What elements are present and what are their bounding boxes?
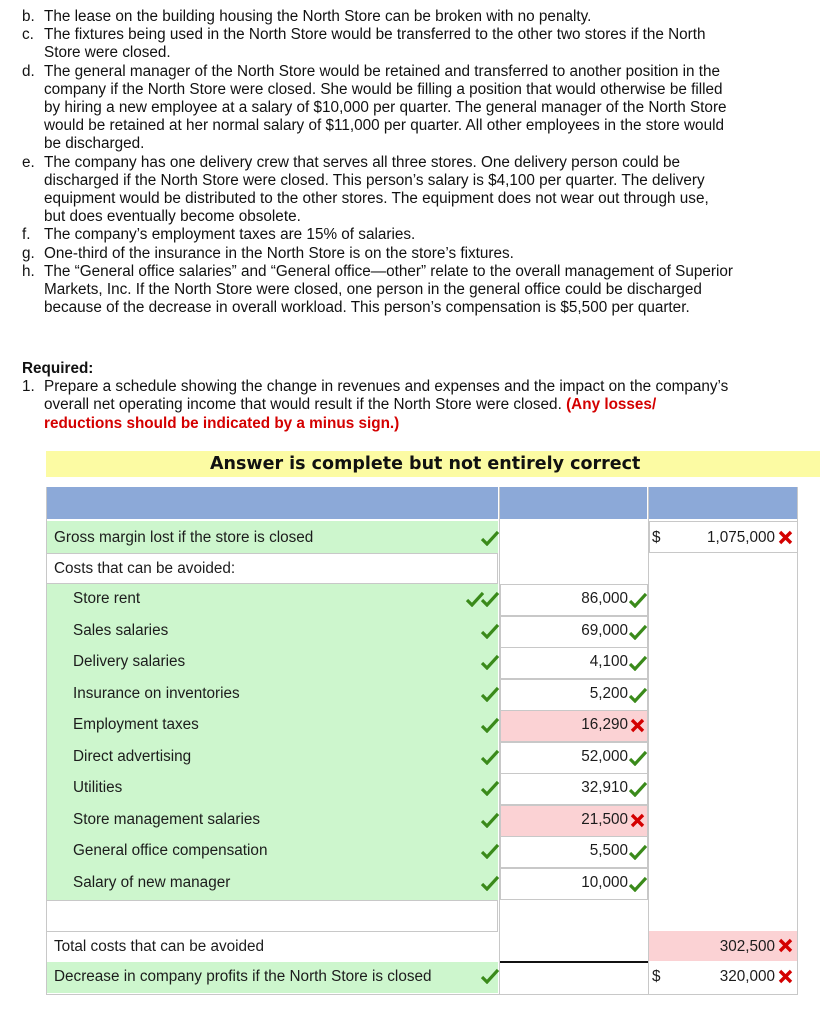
answer-status-banner: Answer is complete but not entirely correct (46, 451, 820, 477)
cost-value: 16,290 (581, 716, 628, 733)
cost-value: 4,100 (589, 653, 628, 670)
check-icon (481, 875, 499, 891)
grid-line (648, 487, 649, 995)
item-g: g. One-third of the insurance in the North Store is on the store’s fixtures. (22, 244, 514, 262)
costs-heading-label: Costs that can be avoided: (54, 560, 236, 577)
check-icon (629, 624, 647, 640)
cost-label: Sales salaries (73, 622, 169, 639)
cross-icon (630, 718, 645, 733)
cost-label: Utilities (73, 779, 123, 796)
cross-icon (778, 969, 793, 984)
check-icon (481, 749, 499, 765)
item-b: b. The lease on the building housing the North Store can be broken with no penalty. (22, 8, 592, 25)
cost-label: Store rent (73, 590, 141, 607)
cost-label: Insurance on inventories (73, 685, 240, 702)
check-icon (629, 750, 647, 766)
gross-margin-dollar: $ (652, 529, 661, 546)
grid-line (46, 487, 47, 995)
item-e: e. The company has one delivery crew that serves all three stores. One delivery person could be discharged if the North Store were closed. This person’s salary is $4,100 per quarter. The delivery equipment would be distributed to the other stores. The equipment does not wear out through use, but does eventually become obsolete. (22, 153, 709, 226)
problem-items (22, 8, 822, 317)
blank-row[interactable] (46, 900, 498, 932)
check-icon (481, 968, 499, 984)
required-instruction: 1. Prepare a schedule showing the change in revenues and expenses and the impact on the company’s overall net operating income that would result if the North Store were closed. (Any losses/ reductions should be indicated by a minus sign.) (22, 378, 729, 432)
cost-value: 69,000 (581, 622, 628, 639)
cost-label: Store management salaries (73, 811, 261, 828)
item-d: d. The general manager of the North Store would be retained and transferred to another position in the company if the North Store were closed. She would be filling a position that would otherwise be filled by hiring a new employee at a salary of $10,000 per quarter. The general manager of the North Store would be retained at her normal salary of $11,000 per quarter. All other employees in the store would be discharged. (22, 62, 727, 153)
cross-icon (630, 813, 645, 828)
gross-margin-label: Gross margin lost if the store is closed (54, 529, 314, 546)
cross-icon (778, 530, 793, 545)
cost-value: 86,000 (581, 590, 628, 607)
check-icon (629, 781, 647, 797)
required-heading: Required: (22, 360, 94, 377)
check-icon (481, 623, 499, 639)
check-icon (481, 780, 499, 796)
cross-icon (778, 938, 793, 953)
check-icon (481, 812, 499, 828)
decrease-label: Decrease in company profits if the North Store is closed (54, 968, 432, 985)
cost-value: 52,000 (581, 748, 628, 765)
check-icon (481, 843, 499, 859)
total-underline (500, 961, 648, 963)
check-icon (629, 687, 647, 703)
cost-value: 5,200 (589, 685, 628, 702)
item-f: f. The company’s employment taxes are 15% of salaries. (22, 226, 416, 244)
decrease-value: 320,000 (719, 968, 775, 985)
gross-margin-value: 1,075,000 (706, 529, 775, 546)
table-header-col2 (500, 487, 647, 519)
grid-line (797, 487, 798, 995)
required-section (22, 360, 822, 433)
check-icon (629, 844, 647, 860)
grid-line (46, 994, 798, 995)
check-icon (629, 876, 647, 892)
grid-line (499, 487, 500, 995)
cost-label: General office compensation (73, 842, 268, 859)
item-c: c. The fixtures being used in the North Store would be transferred to the other two stores if the North Store were closed. (22, 26, 706, 62)
cost-value: 5,500 (589, 842, 628, 859)
cost-label: Employment taxes (73, 716, 199, 733)
cost-label: Salary of new manager (73, 874, 231, 891)
cost-label: Delivery salaries (73, 653, 186, 670)
item-h: h. The “General office salaries” and “General office—other” relate to the overall management of Superior Markets, Inc. If the North Store were closed, one person in the general office could be discharged because of the decrease in overall workload. This person’s compensation is $5,500 per quarter. (22, 262, 734, 317)
total-value: 302,500 (719, 938, 775, 955)
decrease-dollar: $ (652, 968, 661, 985)
check-icon (481, 686, 499, 702)
check-icon (481, 530, 499, 546)
table-header-col3 (649, 487, 798, 519)
check-icon (466, 591, 484, 607)
cost-label: Direct advertising (73, 748, 192, 765)
check-icon (481, 654, 499, 670)
check-icon (629, 655, 647, 671)
cost-value: 10,000 (581, 874, 628, 891)
cost-value: 21,500 (581, 811, 628, 828)
answer-table (46, 487, 798, 995)
check-icon (481, 717, 499, 733)
check-icon (629, 592, 647, 608)
total-label: Total costs that can be avoided (54, 938, 265, 955)
table-header-col1 (46, 487, 498, 519)
cost-value: 32,910 (581, 779, 628, 796)
